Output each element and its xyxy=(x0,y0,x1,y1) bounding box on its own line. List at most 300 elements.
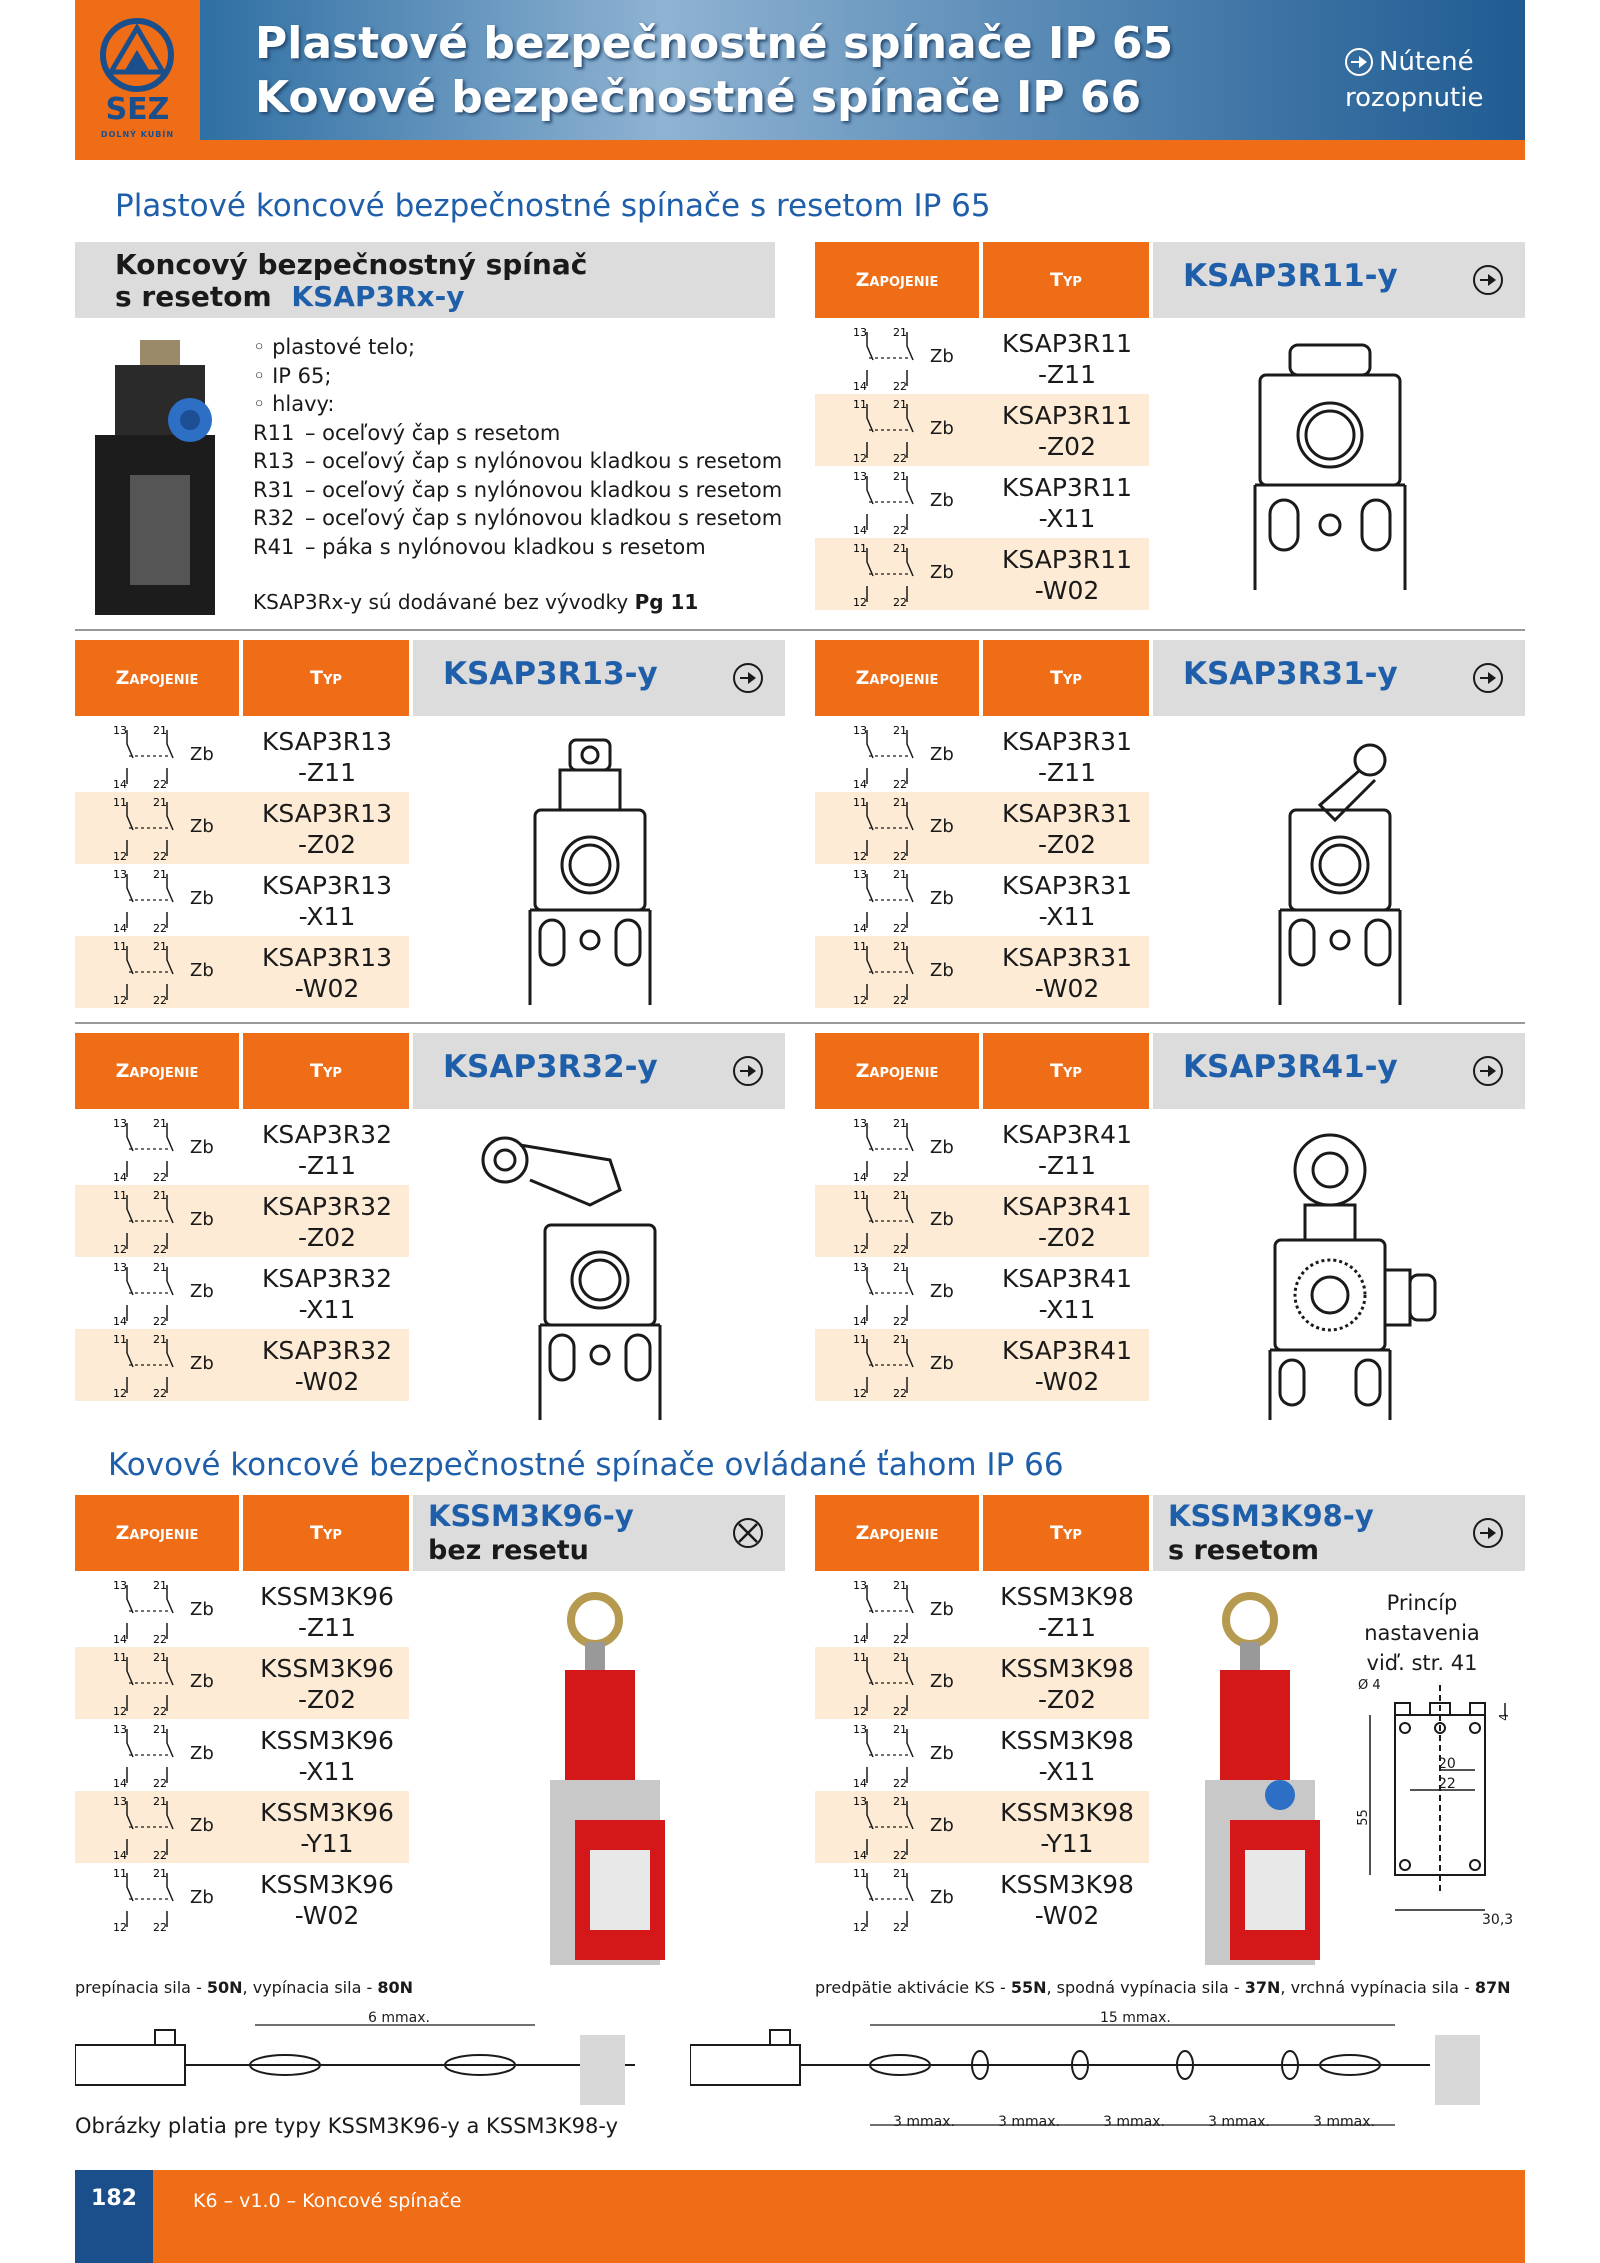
forced-opening-icon xyxy=(1473,1056,1503,1086)
svg-text:14: 14 xyxy=(853,778,867,791)
dim-22: 22 xyxy=(1438,1776,1456,1792)
wiring-diagram-icon xyxy=(75,792,185,864)
svg-text:22: 22 xyxy=(153,1387,167,1400)
svg-text:11: 11 xyxy=(853,1189,867,1202)
wiring-type-label: Zb xyxy=(930,744,954,765)
header-note-line2: rozopnutie xyxy=(1345,83,1484,113)
wiring-type-label: Zb xyxy=(190,1209,214,1230)
wiring-diagram-icon xyxy=(815,1791,925,1863)
svg-text:22: 22 xyxy=(893,850,907,863)
model-name: KSAP3R32-y xyxy=(443,1049,658,1085)
force-text-right: predpätie aktivácie KS - 55N, spodná vypínacia sila - 37N, vrchná vypínacia sila - 87N xyxy=(815,1978,1511,1997)
table-row xyxy=(75,1719,409,1791)
table-row xyxy=(815,1791,1149,1863)
wiring-type-label: Zb xyxy=(190,960,214,981)
wiring-diagram-icon xyxy=(815,864,925,936)
table-row xyxy=(815,538,1149,610)
model-name: KSAP3R41-y xyxy=(1183,1049,1398,1085)
type-code: KSSM3K98 -Z02 xyxy=(1000,1654,1134,1714)
wiring-type-label: Zb xyxy=(190,888,214,909)
head-item: R13 – oceľový čap s nylónovou kladkou s resetom xyxy=(253,449,783,473)
wiring-diagram-icon xyxy=(75,1575,185,1647)
footer-page-box xyxy=(75,2170,153,2263)
svg-text:22: 22 xyxy=(893,1171,907,1184)
svg-text:22: 22 xyxy=(893,778,907,791)
svg-text:13: 13 xyxy=(853,1579,867,1592)
type-code: KSAP3R13 -W02 xyxy=(262,943,392,1003)
svg-text:22: 22 xyxy=(893,596,907,609)
model-header-ksap-4 xyxy=(1153,1033,1525,1109)
svg-text:11: 11 xyxy=(113,1189,127,1202)
table-row xyxy=(815,394,1149,466)
svg-text:12: 12 xyxy=(113,994,127,1007)
svg-text:13: 13 xyxy=(853,1117,867,1130)
table-row xyxy=(815,1647,1149,1719)
model-header-kssm-right xyxy=(1153,1495,1525,1571)
wiring-diagram-icon xyxy=(75,1185,185,1257)
table-row xyxy=(815,936,1149,1008)
svg-text:22: 22 xyxy=(893,1849,907,1862)
svg-text:22: 22 xyxy=(893,994,907,1007)
wiring-type-label: Zb xyxy=(190,1281,214,1302)
svg-text:14: 14 xyxy=(113,778,127,791)
svg-text:14: 14 xyxy=(113,922,127,935)
type-code: KSAP3R13 -Z11 xyxy=(262,727,392,787)
type-code: KSAP3R11 -Z02 xyxy=(1002,401,1132,461)
table-row xyxy=(815,466,1149,538)
feature-item: ◦ hlavy: xyxy=(253,392,335,416)
wiring-type-label: Zb xyxy=(190,1353,214,1374)
svg-text:12: 12 xyxy=(853,596,867,609)
wiring-type-label: Zb xyxy=(190,744,214,765)
drawing-ksap3r41 xyxy=(1255,1130,1445,1420)
svg-text:14: 14 xyxy=(853,1849,867,1862)
svg-text:21: 21 xyxy=(893,1867,907,1880)
dim-30-3: 30,3 xyxy=(1482,1912,1514,1928)
wiring-type-label: Zb xyxy=(930,960,954,981)
delivery-note: KSAP3Rx-y sú dodávané bez vývodky Pg 11 xyxy=(253,590,699,614)
svg-text:22: 22 xyxy=(893,1777,907,1790)
svg-text:14: 14 xyxy=(853,922,867,935)
svg-text:22: 22 xyxy=(893,922,907,935)
table-row xyxy=(815,792,1149,864)
column-header-wiring: Zapojenie xyxy=(815,1033,979,1109)
head-item: R41 – páka s nylónovou kladkou s resetom xyxy=(253,534,706,559)
svg-text:21: 21 xyxy=(153,868,167,881)
svg-text:13: 13 xyxy=(113,868,127,881)
distance-small: 3 mmax. xyxy=(1103,2114,1165,2130)
wiring-type-label: Zb xyxy=(190,1887,214,1908)
svg-text:22: 22 xyxy=(893,1387,907,1400)
svg-text:11: 11 xyxy=(113,940,127,953)
type-code: KSSM3K96 -Y11 xyxy=(260,1798,394,1858)
distance-small: 3 mmax. xyxy=(1313,2114,1375,2130)
svg-text:22: 22 xyxy=(893,380,907,393)
svg-text:22: 22 xyxy=(153,1849,167,1862)
section1-title: Plastové koncové bezpečnostné spínače s resetom IP 65 xyxy=(115,188,991,224)
wiring-diagram-icon xyxy=(815,322,925,394)
table-row xyxy=(815,864,1149,936)
type-code: KSAP3R31 -Z11 xyxy=(1002,727,1132,787)
svg-text:21: 21 xyxy=(893,1261,907,1274)
column-header-wiring: Zapojenie xyxy=(815,640,979,716)
column-header-type: Typ xyxy=(983,242,1149,318)
svg-text:21: 21 xyxy=(893,398,907,411)
wiring-diagram-icon xyxy=(75,936,185,1008)
forced-opening-icon xyxy=(1345,48,1373,76)
svg-text:14: 14 xyxy=(113,1171,127,1184)
product-photo-kssm3k98 xyxy=(1200,1590,1330,1970)
svg-text:13: 13 xyxy=(853,1795,867,1808)
head-item: R32 – oceľový čap s nylónovou kladkou s resetom xyxy=(253,506,783,530)
drawing-ksap3r31 xyxy=(1260,735,1420,1005)
drawing-ksap3r32 xyxy=(470,1130,670,1420)
distance-small: 3 mmax. xyxy=(1208,2114,1270,2130)
wiring-diagram-icon xyxy=(815,1113,925,1185)
svg-text:14: 14 xyxy=(853,1633,867,1646)
svg-text:22: 22 xyxy=(153,850,167,863)
forced-opening-icon xyxy=(1473,265,1503,295)
wiring-type-label: Zb xyxy=(930,888,954,909)
table-row xyxy=(75,1329,409,1401)
type-code: KSAP3R41 -Z02 xyxy=(1002,1192,1132,1252)
svg-text:12: 12 xyxy=(113,1387,127,1400)
svg-text:11: 11 xyxy=(113,1867,127,1880)
column-header-type: Typ xyxy=(243,640,409,716)
wiring-type-label: Zb xyxy=(930,1671,954,1692)
svg-text:12: 12 xyxy=(113,850,127,863)
wiring-diagram-icon xyxy=(815,394,925,466)
column-header-type: Typ xyxy=(983,1033,1149,1109)
svg-text:13: 13 xyxy=(113,724,127,737)
svg-text:21: 21 xyxy=(893,796,907,809)
table-row xyxy=(75,1863,409,1935)
svg-text:14: 14 xyxy=(853,380,867,393)
table-row xyxy=(75,1185,409,1257)
divider xyxy=(75,1022,1525,1024)
svg-text:11: 11 xyxy=(853,1867,867,1880)
svg-text:21: 21 xyxy=(893,1333,907,1346)
svg-text:11: 11 xyxy=(113,796,127,809)
wiring-diagram-icon xyxy=(815,720,925,792)
type-code: KSAP3R32 -W02 xyxy=(262,1336,392,1396)
svg-text:22: 22 xyxy=(153,994,167,1007)
svg-text:22: 22 xyxy=(153,922,167,935)
wiring-type-label: Zb xyxy=(930,418,954,439)
wiring-diagram-icon xyxy=(815,936,925,1008)
type-code: KSSM3K98 -X11 xyxy=(1000,1726,1134,1786)
info-title-box xyxy=(75,242,775,318)
forced-opening-icon xyxy=(733,1056,763,1086)
svg-text:14: 14 xyxy=(113,1315,127,1328)
product-photo-ksap3rx xyxy=(85,335,255,620)
svg-text:13: 13 xyxy=(853,1723,867,1736)
svg-text:11: 11 xyxy=(113,1333,127,1346)
svg-text:21: 21 xyxy=(153,940,167,953)
svg-text:21: 21 xyxy=(893,868,907,881)
dim-4: 4 xyxy=(1496,1713,1511,1721)
page-number: 182 xyxy=(91,2186,137,2211)
svg-text:22: 22 xyxy=(893,452,907,465)
svg-text:22: 22 xyxy=(893,1705,907,1718)
wiring-diagram-icon xyxy=(75,1863,185,1935)
svg-text:21: 21 xyxy=(893,326,907,339)
wiring-type-label: Zb xyxy=(190,1815,214,1836)
wiring-diagram-icon xyxy=(815,538,925,610)
svg-text:22: 22 xyxy=(893,1315,907,1328)
dim-d4: Ø 4 xyxy=(1358,1678,1381,1693)
svg-text:12: 12 xyxy=(853,1921,867,1934)
svg-text:21: 21 xyxy=(893,1723,907,1736)
wiring-type-label: Zb xyxy=(930,816,954,837)
footer-band xyxy=(75,2170,1525,2263)
svg-text:22: 22 xyxy=(893,1243,907,1256)
svg-text:21: 21 xyxy=(153,796,167,809)
wiring-diagram-icon xyxy=(75,720,185,792)
svg-text:13: 13 xyxy=(113,1117,127,1130)
svg-text:14: 14 xyxy=(113,1777,127,1790)
svg-text:13: 13 xyxy=(113,1795,127,1808)
model-subtitle: bez resetu xyxy=(428,1535,589,1566)
svg-text:12: 12 xyxy=(113,1921,127,1934)
svg-text:11: 11 xyxy=(113,1651,127,1664)
table-row xyxy=(75,1257,409,1329)
type-code: KSSM3K98 -Y11 xyxy=(1000,1798,1134,1858)
type-code: KSAP3R31 -Z02 xyxy=(1002,799,1132,859)
model-header-ksap-2 xyxy=(1153,640,1525,716)
svg-text:12: 12 xyxy=(853,850,867,863)
table-row xyxy=(75,792,409,864)
type-code: KSAP3R41 -X11 xyxy=(1002,1264,1132,1324)
product-photo-kssm3k96 xyxy=(545,1590,675,1970)
distance-small: 3 mmax. xyxy=(998,2114,1060,2130)
table-row xyxy=(815,1185,1149,1257)
model-name: KSSM3K98-y xyxy=(1168,1499,1374,1533)
svg-text:21: 21 xyxy=(153,1333,167,1346)
dimension-drawing xyxy=(1355,1665,1525,1945)
info-title-line1: Koncový bezpečnostný spínač xyxy=(115,248,588,281)
type-code: KSAP3R32 -Z11 xyxy=(262,1120,392,1180)
wiring-diagram-icon xyxy=(815,1575,925,1647)
svg-text:11: 11 xyxy=(853,1651,867,1664)
model-name: KSSM3K96-y xyxy=(428,1499,634,1533)
wiring-type-label: Zb xyxy=(930,562,954,583)
table-row xyxy=(815,1719,1149,1791)
type-code: KSSM3K96 -W02 xyxy=(260,1870,394,1930)
type-code: KSAP3R31 -X11 xyxy=(1002,871,1132,931)
forced-opening-icon xyxy=(733,663,763,693)
svg-text:13: 13 xyxy=(113,1579,127,1592)
svg-text:22: 22 xyxy=(153,1315,167,1328)
svg-text:21: 21 xyxy=(893,1651,907,1664)
wiring-type-label: Zb xyxy=(190,1137,214,1158)
svg-text:14: 14 xyxy=(853,1315,867,1328)
wiring-type-label: Zb xyxy=(190,1671,214,1692)
divider xyxy=(75,629,1525,631)
svg-text:22: 22 xyxy=(893,1921,907,1934)
wiring-type-label: Zb xyxy=(930,1353,954,1374)
table-row xyxy=(75,1575,409,1647)
header-title-1: Plastové bezpečnostné spínače IP 65 xyxy=(255,18,1174,69)
wiring-diagram-icon xyxy=(75,1329,185,1401)
model-header-ksap-1 xyxy=(413,640,785,716)
wiring-diagram-icon xyxy=(75,864,185,936)
svg-text:21: 21 xyxy=(153,1795,167,1808)
drawing-ksap3r11 xyxy=(1240,340,1420,590)
column-header-type: Typ xyxy=(983,1495,1149,1571)
wiring-type-label: Zb xyxy=(930,1815,954,1836)
type-code: KSAP3R13 -X11 xyxy=(262,871,392,931)
svg-text:12: 12 xyxy=(113,1705,127,1718)
type-code: KSAP3R11 -X11 xyxy=(1002,473,1132,533)
svg-text:21: 21 xyxy=(893,542,907,555)
section2-title: Kovové koncové bezpečnostné spínače ovládané ťahom IP 66 xyxy=(108,1447,1064,1483)
svg-text:21: 21 xyxy=(153,1579,167,1592)
svg-text:11: 11 xyxy=(853,398,867,411)
feature-item: ◦ IP 65; xyxy=(253,363,332,388)
svg-text:22: 22 xyxy=(893,524,907,537)
wiring-type-label: Zb xyxy=(930,1887,954,1908)
head-item: R11 – oceľový čap s resetom xyxy=(253,420,561,445)
cable-drawing-left xyxy=(75,2000,635,2120)
footer-text: K6 – v1.0 – Koncové spínače xyxy=(193,2190,462,2212)
sez-logo-icon xyxy=(75,0,200,100)
svg-text:13: 13 xyxy=(853,724,867,737)
svg-text:21: 21 xyxy=(893,724,907,737)
svg-text:14: 14 xyxy=(853,524,867,537)
type-code: KSAP3R31 -W02 xyxy=(1002,943,1132,1003)
svg-text:12: 12 xyxy=(853,452,867,465)
type-code: KSSM3K96 -Z02 xyxy=(260,1654,394,1714)
type-code: KSSM3K96 -Z11 xyxy=(260,1582,394,1642)
model-name: KSAP3R31-y xyxy=(1183,656,1398,692)
svg-text:21: 21 xyxy=(893,470,907,483)
column-header-wiring: Zapojenie xyxy=(75,640,239,716)
wiring-diagram-icon xyxy=(75,1257,185,1329)
svg-text:13: 13 xyxy=(113,1723,127,1736)
wiring-type-label: Zb xyxy=(930,1599,954,1620)
force-text-left: prepínacia sila - 50N, vypínacia sila - 80N xyxy=(75,1978,413,1997)
model-name: KSAP3R13-y xyxy=(443,656,658,692)
svg-text:21: 21 xyxy=(153,724,167,737)
svg-text:13: 13 xyxy=(853,470,867,483)
svg-text:13: 13 xyxy=(853,326,867,339)
type-code: KSSM3K96 -X11 xyxy=(260,1726,394,1786)
info-title-prefix: s resetom xyxy=(115,280,272,313)
column-header-type: Typ xyxy=(243,1495,409,1571)
wiring-diagram-icon xyxy=(815,1257,925,1329)
type-code: KSAP3R41 -W02 xyxy=(1002,1336,1132,1396)
svg-text:11: 11 xyxy=(853,796,867,809)
wiring-diagram-icon xyxy=(815,1329,925,1401)
column-header-wiring: Zapojenie xyxy=(815,242,979,318)
header-note xyxy=(1345,44,1483,116)
feature-item: ◦ plastové telo; xyxy=(253,335,416,359)
wiring-type-label: Zb xyxy=(190,1743,214,1764)
svg-text:21: 21 xyxy=(153,1723,167,1736)
column-header-type: Typ xyxy=(243,1033,409,1109)
wiring-type-label: Zb xyxy=(930,490,954,511)
column-header-wiring: Zapojenie xyxy=(75,1495,239,1571)
svg-text:12: 12 xyxy=(853,994,867,1007)
model-header-ksap-0 xyxy=(1153,242,1525,318)
type-code: KSSM3K98 -Z11 xyxy=(1000,1582,1134,1642)
svg-text:22: 22 xyxy=(153,1171,167,1184)
svg-text:21: 21 xyxy=(153,1189,167,1202)
svg-text:22: 22 xyxy=(153,1633,167,1646)
wiring-diagram-icon xyxy=(75,1647,185,1719)
svg-text:21: 21 xyxy=(153,1117,167,1130)
type-code: KSAP3R11 -Z11 xyxy=(1002,329,1132,389)
svg-text:11: 11 xyxy=(853,1333,867,1346)
wiring-diagram-icon xyxy=(75,1719,185,1791)
svg-text:13: 13 xyxy=(113,1261,127,1274)
wiring-diagram-icon xyxy=(815,792,925,864)
wiring-type-label: Zb xyxy=(930,1209,954,1230)
wiring-type-label: Zb xyxy=(930,1743,954,1764)
svg-text:12: 12 xyxy=(853,1705,867,1718)
svg-text:21: 21 xyxy=(893,1579,907,1592)
table-row xyxy=(815,1257,1149,1329)
svg-text:22: 22 xyxy=(153,778,167,791)
model-header-kssm-left xyxy=(413,1495,785,1571)
type-code: KSSM3K98 -W02 xyxy=(1000,1870,1134,1930)
table-row xyxy=(815,1863,1149,1935)
header-title-2: Kovové bezpečnostné spínače IP 66 xyxy=(255,72,1142,123)
svg-text:11: 11 xyxy=(853,542,867,555)
wiring-diagram-icon xyxy=(75,1113,185,1185)
model-subtitle: s resetom xyxy=(1168,1535,1320,1566)
logo-text: SEZ xyxy=(105,92,170,127)
svg-text:14: 14 xyxy=(853,1777,867,1790)
no-forced-opening-icon xyxy=(733,1518,763,1548)
type-code: KSAP3R32 -X11 xyxy=(262,1264,392,1324)
table-row xyxy=(75,1791,409,1863)
wiring-diagram-icon xyxy=(815,1863,925,1935)
type-code: KSAP3R13 -Z02 xyxy=(262,799,392,859)
svg-text:12: 12 xyxy=(853,1243,867,1256)
svg-text:22: 22 xyxy=(153,1777,167,1790)
distance-small: 3 mmax. xyxy=(893,2114,955,2130)
figure-caption: Obrázky platia pre typy KSSM3K96-y a KSSM3K98-y xyxy=(75,2114,619,2138)
wiring-type-label: Zb xyxy=(930,1281,954,1302)
svg-text:14: 14 xyxy=(853,1171,867,1184)
svg-text:21: 21 xyxy=(893,1117,907,1130)
table-row xyxy=(815,1575,1149,1647)
table-row xyxy=(815,1113,1149,1185)
wiring-diagram-icon xyxy=(815,1185,925,1257)
table-row xyxy=(815,720,1149,792)
svg-text:21: 21 xyxy=(893,940,907,953)
svg-text:12: 12 xyxy=(113,1243,127,1256)
logo-subtext: DOLNÝ KUBÍN xyxy=(100,130,175,139)
svg-text:21: 21 xyxy=(893,1189,907,1202)
svg-text:21: 21 xyxy=(153,1867,167,1880)
table-row xyxy=(75,936,409,1008)
type-code: KSAP3R32 -Z02 xyxy=(262,1192,392,1252)
model-name: KSAP3R11-y xyxy=(1183,258,1398,294)
features-list xyxy=(253,333,782,561)
wiring-diagram-icon xyxy=(815,1647,925,1719)
wiring-type-label: Zb xyxy=(190,1599,214,1620)
wiring-diagram-icon xyxy=(815,1719,925,1791)
table-row xyxy=(75,720,409,792)
table-row xyxy=(815,322,1149,394)
table-row xyxy=(815,1329,1149,1401)
column-header-type: Typ xyxy=(983,640,1149,716)
header-note-line1: Nútené xyxy=(1379,47,1474,77)
model-header-ksap-3 xyxy=(413,1033,785,1109)
